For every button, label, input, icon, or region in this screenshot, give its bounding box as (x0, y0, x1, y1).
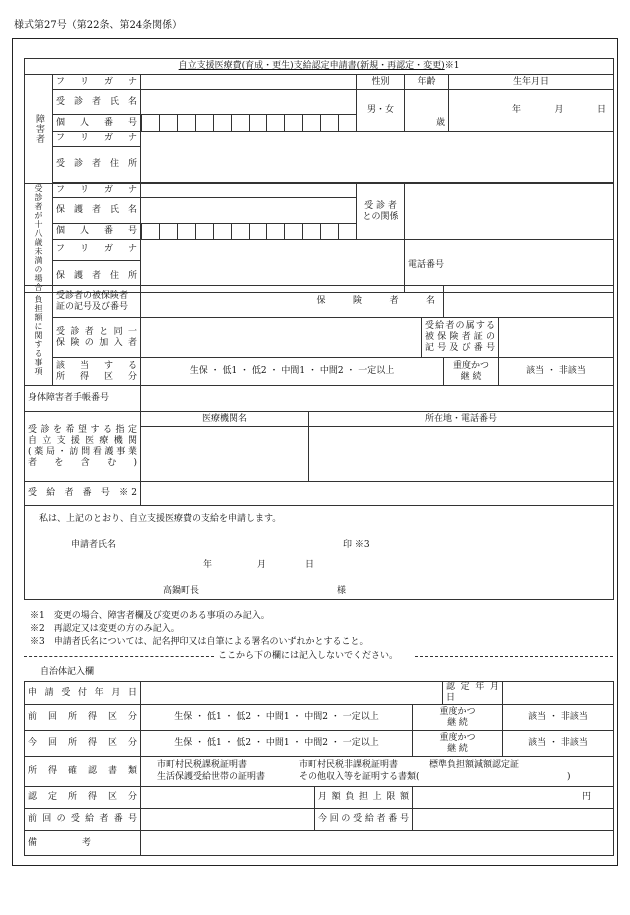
curr-income-options[interactable]: 生保 ・ 低1 ・ 低2 ・ 中間1 ・ 中間2 ・ 一定以上 (141, 731, 413, 757)
institution-label: 受診を希望する指定 自立支援医療機関 (薬局・訪問看護事業 者 を 含 む ) (25, 412, 141, 482)
note-2: ※2 再認定又は変更の方のみ記入。 (30, 624, 180, 634)
date-day: 日 (305, 560, 315, 570)
sama-label: 様 (337, 586, 347, 596)
guardian-phone-label: 電話番号 (408, 260, 445, 271)
yen-unit: 円 (582, 792, 592, 802)
prev-recipient-label: 前回の受給者番号 (25, 809, 141, 831)
curr-severe-label: 重度かつ 継 続 (413, 731, 503, 757)
applicant-label: 申請者氏名 (71, 540, 117, 550)
income-docs-label: 所 得 確 認 書 類 (25, 757, 141, 787)
prev-income-options[interactable]: 生保 ・ 低1 ・ 低2 ・ 中間1 ・ 中間2 ・ 一定以上 (141, 705, 413, 731)
remarks-label: 備 考 (25, 831, 141, 856)
guardian-name-label: 保 護 者 氏 名 (53, 198, 141, 224)
insured-symbol-label: 受診者の被保険者 証の記号及び番号 (53, 286, 141, 318)
prev-income-label: 前 回 所 得 区 分 (25, 705, 141, 731)
dob-field[interactable]: 年 月 日 (449, 90, 614, 132)
cutline-text: ここから下の欄には記入しないでください。 (218, 651, 399, 661)
cut-line-right (415, 656, 613, 657)
date-month: 月 (257, 560, 267, 570)
patient-furigana-label: フ リ ガ ナ (53, 75, 141, 90)
guardian-furigana-label: フ リ ガ ナ (53, 184, 141, 198)
relation-field[interactable] (405, 184, 614, 240)
guardian-section: 受診者が十八歳未満の場合 (25, 184, 53, 293)
insurer-field[interactable] (444, 286, 614, 318)
doc-other-close: ) (567, 772, 571, 782)
patient-id-label: 個 人 番 号 (53, 115, 141, 132)
form-number: 様式第27号（第22条、第24条関係） (14, 20, 183, 31)
received-date-label: 申 請 受 付 年 月 日 (25, 682, 141, 705)
recipient-number-label: 受 給 者 番 号 ※2 (25, 482, 141, 506)
sex-value[interactable]: 男・女 (357, 90, 405, 132)
severe-label: 重度かつ 継 続 (444, 358, 499, 386)
approval-date-field[interactable] (503, 682, 614, 705)
patient-section: 障害者 (25, 75, 53, 184)
guardian-address-furigana-label: フ リ ガ ナ (53, 240, 141, 261)
guardian-furigana-field[interactable] (141, 184, 357, 198)
patient-address-furigana-label: フ リ ガ ナ (53, 132, 141, 147)
doc-other-cert[interactable]: その他収入等を証明する書類( (299, 772, 420, 782)
declaration-box (25, 506, 614, 600)
doc-reduction-cert[interactable]: 標準負担額減額認定証 (429, 760, 520, 770)
guardian-address-label: 保 護 者 住 所 (53, 260, 141, 292)
disability-book-field[interactable] (141, 386, 614, 412)
office-title: 自治体記入欄 (40, 667, 95, 677)
doc-welfare-cert[interactable]: 生活保護受給世帯の証明書 (157, 772, 266, 782)
sex-label: 性別 (357, 75, 405, 90)
recipient-insured-label: 受給者の属する 被保険者証の 記号及び番号 (422, 318, 499, 358)
curr-income-label: 今 回 所 得 区 分 (25, 731, 141, 757)
guardian-name-field[interactable] (141, 198, 357, 224)
prev-severe-options[interactable]: 該当 ・ 非該当 (503, 705, 614, 731)
same-insurance-field[interactable] (141, 318, 422, 358)
seal-label: 印 ※3 (343, 540, 370, 550)
note-1: ※1 変更の場合、障害者欄及び変更のある事項のみ記入。 (30, 611, 270, 621)
relation-label: 受 診 者 との関係 (357, 184, 405, 240)
approved-income-field[interactable] (141, 787, 315, 809)
monthly-limit-label: 月 額 負 担 上 限 額 (315, 787, 413, 809)
approval-date-label: 認 定 年 月 日 (443, 682, 503, 705)
institution-address-header: 所在地・電話番号 (309, 412, 614, 427)
prev-recipient-field[interactable] (141, 809, 315, 831)
severe-options[interactable]: 該当 ・ 非該当 (499, 358, 614, 386)
income-class-label: 該 当 す る 所 得 区 分 (53, 358, 141, 386)
declaration-text: 私は、上記のとおり、自立支援医療費の支給を申請します。 (39, 514, 282, 524)
burden-section: 負担額に関する事項 (25, 286, 53, 386)
patient-name-field[interactable] (141, 90, 357, 115)
age-label: 年齢 (405, 75, 449, 90)
patient-address-label: 受 診 者 住 所 (53, 146, 141, 182)
income-docs-field[interactable] (141, 757, 614, 787)
burden-table (24, 285, 614, 600)
institution-name-field[interactable] (141, 427, 309, 482)
monthly-limit-field[interactable] (413, 787, 614, 809)
institution-name-header: 医療機関名 (141, 412, 309, 427)
doc-tax-cert[interactable]: 市町村民税課税証明書 (157, 760, 248, 770)
dob-label: 生年月日 (449, 75, 614, 90)
curr-severe-options[interactable]: 該当 ・ 非該当 (503, 731, 614, 757)
curr-recipient-label: 今回の受給者番号 (315, 809, 413, 831)
guardian-id-label: 個 人 番 号 (53, 224, 141, 240)
patient-furigana-field[interactable] (141, 75, 357, 90)
disability-book-label: 身体障害者手帳番号 (25, 386, 141, 412)
approved-income-label: 認 定 所 得 区 分 (25, 787, 141, 809)
insurer-label: 保 険 者 名 (309, 286, 444, 318)
doc-nontax-cert[interactable]: 市町村民税非課税証明書 (299, 760, 399, 770)
patient-address-field[interactable] (141, 132, 614, 183)
form-title: 自立支援医療費(育成・更生)支給認定申請書(新規・再認定・変更)※1 (25, 59, 614, 75)
age-field[interactable]: 歳 (405, 90, 449, 132)
same-insurance-label: 受診者と同一 保険の加入者 (53, 318, 141, 358)
prev-severe-label: 重度かつ 継 続 (413, 705, 503, 731)
application-table (24, 58, 614, 293)
curr-recipient-field[interactable] (413, 809, 614, 831)
patient-id-boxes[interactable] (141, 115, 357, 132)
office-table (24, 681, 614, 856)
institution-address-field[interactable] (309, 427, 614, 482)
mayor-label: 高鍋町長 (163, 586, 200, 596)
cut-line-left (24, 656, 214, 657)
recipient-insured-field[interactable] (499, 318, 614, 358)
recipient-number-field[interactable] (141, 482, 614, 506)
patient-name-label: 受 診 者 氏 名 (53, 90, 141, 115)
insured-symbol-field[interactable] (141, 286, 309, 318)
guardian-id-boxes[interactable] (141, 224, 357, 240)
note-3: ※3 申請者氏名については、記名押印又は自筆による署名のいずれかとすること。 (30, 637, 369, 647)
income-options[interactable]: 生保 ・ 低1 ・ 低2 ・ 中間1 ・ 中間2 ・ 一定以上 (141, 358, 444, 386)
remarks-field[interactable] (141, 831, 614, 856)
received-date-field[interactable] (141, 682, 443, 705)
date-year: 年 (203, 560, 213, 570)
